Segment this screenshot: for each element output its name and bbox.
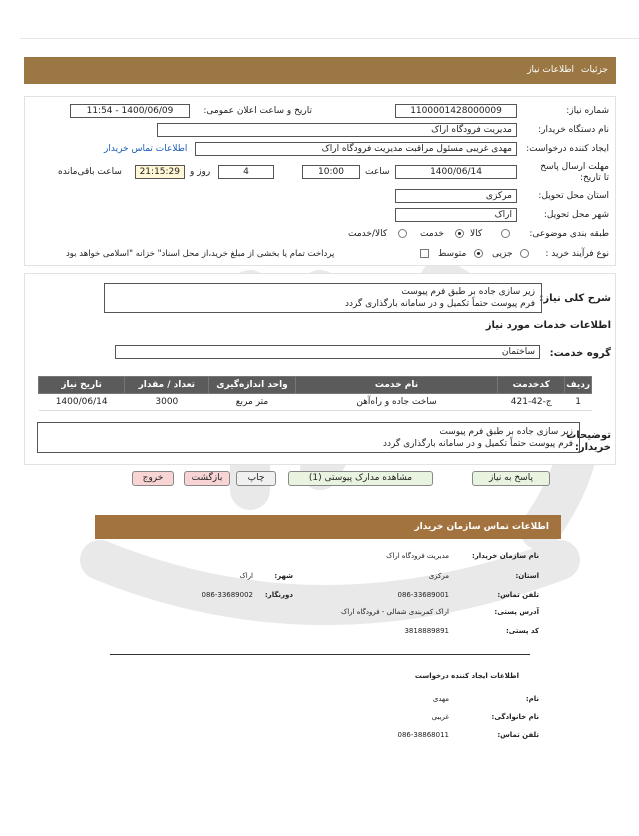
process-partial-label: جزیی [492, 249, 513, 259]
deadline-date-field: 1400/06/14 [395, 165, 517, 179]
breadcrumb-need-info[interactable]: اطلاعات نیاز [527, 65, 574, 75]
creator-label: ایجاد کننده درخواست: [526, 144, 609, 154]
process-medium-radio[interactable] [474, 249, 483, 258]
creator-name-label: نام: [525, 695, 539, 703]
buyer-field: مدیریت فرودگاه اراک [157, 123, 517, 137]
org-value: مدیریت فرودگاه اراک [386, 552, 449, 560]
buyer-desc-label: توضیحات خریدار: [566, 430, 611, 453]
creator-field: مهدی غریبی مسئول مراقبت مدیریت فرودگاه اراک [195, 142, 517, 156]
cell-unit: متر مربع [209, 394, 295, 411]
days-label: روز و [190, 167, 211, 177]
creator-phone-value: 086-38868011 [397, 731, 449, 739]
payment-checkbox[interactable] [420, 249, 429, 258]
buyer-desc-box [37, 422, 580, 453]
process-label: نوع فرآیند خرید : [545, 249, 609, 259]
breadcrumb [24, 57, 616, 84]
address-label: آدرس پستی: [494, 608, 539, 616]
col-name: نام خدمت [295, 377, 498, 394]
buyer-label: نام دستگاه خریدار: [538, 125, 609, 135]
province-contact-value: مرکزی [428, 572, 449, 580]
need-number-label: شماره نیاز: [566, 106, 609, 116]
org-label: نام سازمان خریدار: [471, 552, 539, 560]
table-header-row [39, 377, 592, 394]
summary-line-2: فرم پیوست حتماً تکمیل و در سامانه بارگذاری گردد [344, 299, 535, 309]
remaining-label: ساعت باقی‌مانده [58, 167, 122, 177]
time-label: ساعت [365, 167, 390, 177]
city-contact-label: شهر: [274, 572, 293, 580]
need-info-panel [24, 96, 616, 266]
postal-label: کد پستی: [505, 627, 539, 635]
summary-box [104, 283, 542, 313]
process-medium-label: متوسط [438, 249, 467, 259]
creator-family-value: غریبی [431, 713, 449, 721]
table-row [39, 394, 592, 411]
city-field: اراک [395, 208, 517, 222]
cell-name: ساخت جاده و راه‌آهن [295, 394, 498, 411]
phone-label: تلفن تماس: [497, 591, 539, 599]
fax-value: 086-33689002 [201, 591, 253, 599]
category-label: طبقه بندی موضوعی: [529, 229, 609, 239]
creator-info-title: اطلاعات ایجاد کننده درخواست [414, 672, 519, 680]
need-number-field: 1100001428000009 [395, 104, 517, 118]
address-value: اراک کمربندی شمالی - فرودگاه اراک [340, 608, 449, 616]
col-code: کدخدمت [498, 377, 565, 394]
col-row: ردیف [565, 377, 592, 394]
category-goods-radio[interactable] [501, 229, 510, 238]
col-unit: واحد اندازه‌گیری [209, 377, 295, 394]
city-label: شهر محل تحویل: [543, 210, 609, 220]
phone-value: 086-33689001 [397, 591, 449, 599]
col-qty: تعداد / مقدار [125, 377, 209, 394]
remaining-time-field: 21:15:29 [135, 165, 185, 179]
fax-label: دورنگار: [264, 591, 293, 599]
breadcrumb-details[interactable]: جزئیات [581, 65, 608, 75]
attachments-button[interactable]: مشاهده مدارک پیوستی (1) [288, 471, 433, 486]
service-group-field: ساختمان [115, 345, 540, 359]
deadline-time-field: 10:00 [302, 165, 360, 179]
contact-title: اطلاعات تماس سازمان خریدار [414, 522, 549, 532]
exit-button[interactable]: خروج [132, 471, 174, 486]
service-group-label: گروه خدمت: [549, 348, 611, 359]
category-service-label: خدمت [420, 229, 444, 239]
cell-row: 1 [565, 394, 592, 411]
announce-label: تاریخ و ساعت اعلان عمومی: [203, 106, 312, 116]
reply-button[interactable]: پاسخ به نیاز [472, 471, 550, 486]
province-contact-label: استان: [515, 572, 539, 580]
cell-date: 1400/06/14 [39, 394, 125, 411]
province-field: مرکزی [395, 189, 517, 203]
announce-field: 1400/06/09 - 11:54 [70, 104, 190, 118]
col-date: تاریخ نیاز [39, 377, 125, 394]
buyer-contact-link[interactable]: اطلاعات تماس خریدار [104, 144, 188, 154]
category-goods-service-radio[interactable] [398, 229, 407, 238]
category-goods-service-label: کالا/خدمت [348, 229, 388, 239]
services-table [38, 376, 592, 411]
cell-qty: 3000 [125, 394, 209, 411]
days-field: 4 [218, 165, 274, 179]
city-contact-value: اراک [239, 572, 253, 580]
creator-family-label: نام خانوادگی: [491, 713, 539, 721]
postal-value: 3818889891 [404, 627, 449, 635]
top-divider [20, 38, 639, 39]
buyer-desc-line-2: فرم پیوست حتماً تکمیل و در سامانه بارگذاری گردد [382, 439, 573, 449]
contact-title-bar [95, 515, 561, 539]
category-service-radio[interactable] [455, 229, 464, 238]
buyer-desc-line-1: زیر سازی جاده بر طبق فرم پیوست [439, 427, 573, 437]
services-title: اطلاعات خدمات مورد نیاز [485, 320, 611, 331]
province-label: استان محل تحویل: [538, 191, 609, 201]
summary-label: شرح کلی نیاز: [539, 293, 611, 304]
category-goods-label: کالا [470, 229, 483, 239]
back-button[interactable]: بازگشت [184, 471, 230, 486]
creator-phone-label: تلفن تماس: [497, 731, 539, 739]
creator-name-value: مهدی [432, 695, 449, 703]
deadline-label: مهلت ارسال پاسخ تا تاریخ: [540, 162, 609, 183]
process-partial-radio[interactable] [520, 249, 529, 258]
summary-line-1: زیر سازی جاده بر طبق فرم پیوست [401, 287, 535, 297]
print-button[interactable]: چاپ [236, 471, 276, 486]
contact-divider [110, 654, 530, 655]
payment-note: پرداخت تمام یا بخشی از مبلغ خرید،از محل اسناد" خزانه "اسلامی خواهد بود [66, 249, 335, 259]
cell-code: ج-42-421 [498, 394, 565, 411]
